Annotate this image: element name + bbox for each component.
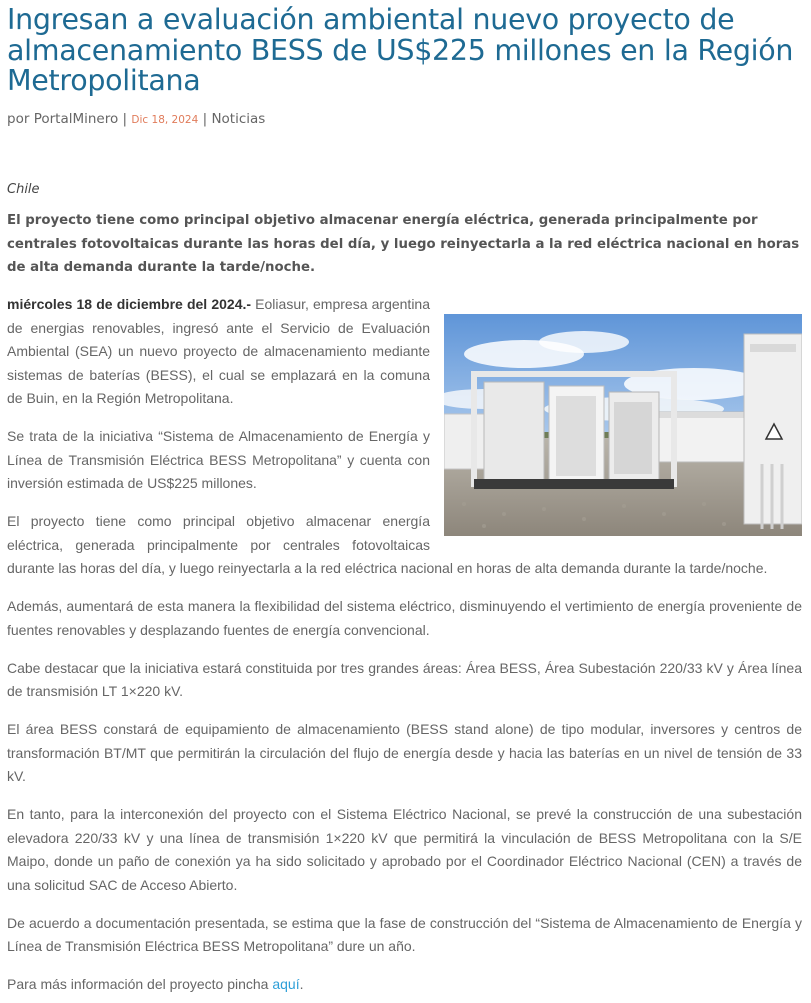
bess-containers-photo	[444, 314, 802, 536]
paragraph-9	[7, 973, 802, 997]
photo-illustration	[444, 314, 802, 536]
article-title: Ingresan a evaluación ambiental nuevo proyecto de almacenamiento BESS de US$225 millones en la Región Metropolitana	[7, 3, 794, 97]
paragraph-6: El área BESS constará de equipamiento de almacenamiento (BESS stand alone) de tipo modular, inversores y centros de transformación BT/MT que permitirán la circulación del flujo de energía desde y hacia las baterías en un nivel de tensión de 33 kV.	[7, 721, 802, 784]
article-body	[7, 293, 802, 1003]
paragraph-2: Se trata de la iniciativa “Sistema de Almacenamiento de Energía y Línea de Transmisión Eléctrica BESS Metropolitana” y cuenta con inversión estimada de US$225 millones.	[7, 428, 430, 491]
category-link[interactable]: Noticias	[211, 111, 266, 127]
dateline: miércoles 18 de diciembre del 2024.-	[7, 296, 252, 312]
paragraph-4: Además, aumentará de esta manera la flexibilidad del sistema eléctrico, disminuyendo el vertimiento de energía proveniente de fuentes renovables y desplazando fuentes de energía convencional.	[7, 598, 802, 638]
article-lead: El proyecto tiene como principal objetivo almacenar energía eléctrica, generada principalmente por centrales fotovoltaicas durante las horas del día, y luego reinyectarla a la red eléctrica nacional en horas de alta demanda durante la tarde/noche.	[7, 213, 800, 275]
paragraph-1-text: Eoliasur, empresa argentina de energias renovables, ingresó ante el Servicio de Evaluación Ambiental (SEA) un nuevo proyecto de almacenamiento mediante sistemas de baterías (BESS), el cual se emplazará en la comuna de Buin, en la Región Metropolitana.	[7, 296, 431, 406]
paragraph-7: En tanto, para la interconexión del proyecto con el Sistema Eléctrico Nacional, se prevé la construcción de una subestación elevadora 220/33 kV y una línea de transmisión 1×220 kV que permitirá la vinculación de BESS Metropolitana con la S/E Maipo, donde un paño de conexión ya ha sido solicitado y aprobado por el Coordinador Eléctrico Nacional (CEN) a través de una solicitud SAC de Acceso Abierto.	[7, 806, 802, 893]
paragraph-5: Cabe destacar que la iniciativa estará constituida por tres grandes áreas: Área BESS, Área Subestación 220/33 kV y Área línea de transmisión LT 1×220 kV.	[7, 659, 802, 699]
meta-separator: |	[202, 111, 208, 127]
paragraph-9-end: .	[299, 976, 304, 992]
article-meta	[7, 111, 265, 127]
paragraph-9-text: Para más información del proyecto pincha	[7, 976, 273, 992]
byline-prefix: por	[7, 111, 30, 127]
more-info-link[interactable]: aquí	[272, 976, 300, 992]
meta-separator: |	[122, 111, 128, 127]
country-label: Chile	[7, 182, 40, 197]
paragraph-8: De acuerdo a documentación presentada, se estima que la fase de construcción del “Sistema de Almacenamiento de Energía y Línea de Transmisión Eléctrica BESS Metropolitana” dure un año.	[7, 914, 802, 954]
author-link[interactable]: PortalMinero	[33, 111, 119, 127]
paragraph-3: El proyecto tiene como principal objetivo almacenar energía eléctrica, generada principalmente por centrales fotovoltaicas durante las horas del día, y luego reinyectarla a la red eléctrica nacional en horas de alta demanda durante la tarde/noche.	[7, 513, 768, 576]
publish-date: Dic 18, 2024	[131, 114, 199, 126]
